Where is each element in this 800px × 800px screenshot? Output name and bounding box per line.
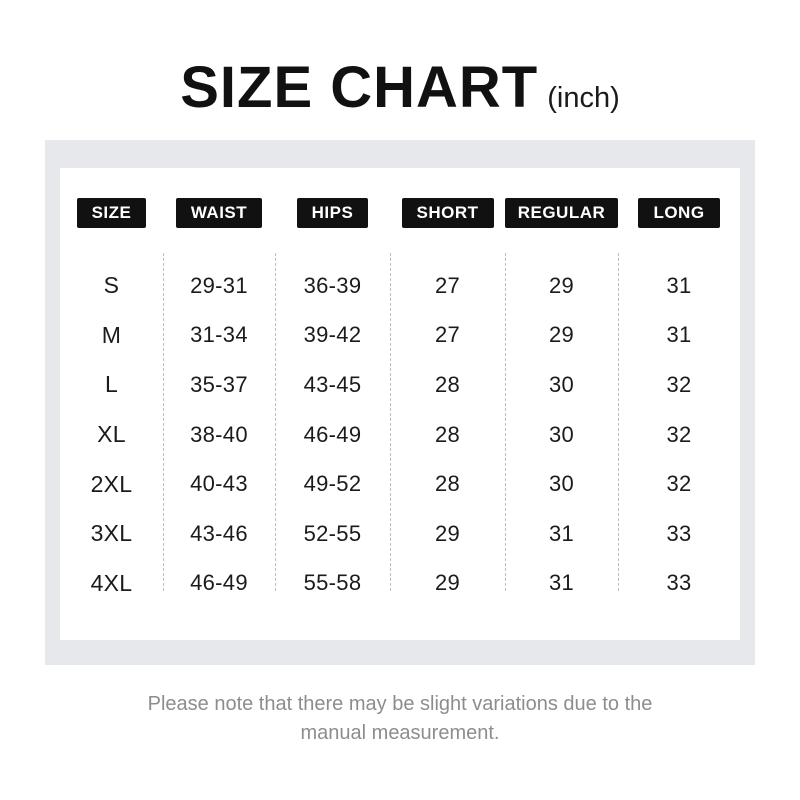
short-value: 29: [434, 520, 461, 546]
waist-value: 35-37: [190, 371, 248, 397]
table-row-s: [60, 261, 740, 311]
regular-value: 30: [548, 421, 575, 447]
short-value: 28: [434, 371, 461, 397]
table-row-l: [60, 360, 740, 410]
table-body: [60, 261, 740, 608]
header-cell-size: [60, 198, 163, 228]
page-title: [0, 55, 800, 120]
table-row-xl: [60, 410, 740, 460]
waist-value: 31-34: [190, 322, 248, 348]
column-header-short: SHORT: [402, 198, 494, 228]
row-label: M: [101, 321, 122, 348]
row-label: 4XL: [90, 569, 133, 596]
hips-value: 49-52: [303, 471, 362, 497]
footer-note-line2: manual measurement.: [300, 722, 500, 744]
column-header-size: SIZE: [77, 198, 147, 228]
hips-value: 46-49: [303, 421, 362, 447]
header-cell-long: [618, 198, 740, 228]
regular-value: 29: [548, 272, 575, 298]
table-row-2xl: [60, 459, 740, 509]
regular-value: 31: [548, 520, 575, 546]
hips-value: 52-55: [303, 520, 362, 546]
long-value: 33: [666, 520, 692, 546]
table-header-row: [60, 198, 740, 228]
long-value: 31: [666, 322, 692, 348]
long-value: 32: [666, 471, 692, 497]
regular-value: 30: [548, 371, 575, 397]
row-label: L: [104, 371, 119, 398]
waist-value: 38-40: [190, 421, 248, 447]
long-value: 31: [666, 272, 692, 298]
hips-value: 43-45: [303, 371, 362, 397]
regular-value: 29: [548, 322, 575, 348]
column-header-hips: HIPS: [297, 198, 369, 228]
waist-value: 46-49: [190, 570, 248, 596]
column-header-regular: REGULAR: [505, 198, 618, 228]
footer-note: [0, 690, 800, 748]
column-header-waist: WAIST: [176, 198, 262, 228]
header-cell-waist: [163, 198, 275, 228]
regular-value: 30: [548, 471, 575, 497]
title-unit-label: (inch): [547, 82, 620, 114]
hips-value: 39-42: [303, 322, 362, 348]
short-value: 28: [434, 471, 461, 497]
title-text: SIZE CHART: [180, 55, 539, 120]
table-row-m: [60, 311, 740, 361]
size-chart-panel: [45, 140, 755, 665]
short-value: 28: [434, 421, 461, 447]
waist-value: 29-31: [190, 272, 248, 298]
short-value: 27: [434, 322, 461, 348]
row-label: S: [103, 272, 120, 299]
footer-note-line1: Please note that there may be slight variations due to the: [147, 693, 653, 715]
size-chart-card: [60, 168, 740, 640]
row-label: 2XL: [90, 470, 133, 497]
table-row-4xl: [60, 559, 740, 609]
header-cell-regular: [505, 198, 618, 228]
header-cell-hips: [275, 198, 390, 228]
long-value: 32: [666, 421, 692, 447]
short-value: 27: [434, 272, 461, 298]
row-label: XL: [97, 421, 126, 448]
long-value: 33: [666, 570, 692, 596]
long-value: 32: [666, 371, 692, 397]
header-cell-short: [390, 198, 505, 228]
hips-value: 36-39: [303, 272, 362, 298]
regular-value: 31: [548, 570, 575, 596]
waist-value: 40-43: [190, 471, 248, 497]
row-label: 3XL: [90, 520, 133, 547]
hips-value: 55-58: [303, 570, 362, 596]
table-row-3xl: [60, 509, 740, 559]
column-header-long: LONG: [638, 198, 719, 228]
waist-value: 43-46: [190, 520, 248, 546]
short-value: 29: [434, 570, 461, 596]
